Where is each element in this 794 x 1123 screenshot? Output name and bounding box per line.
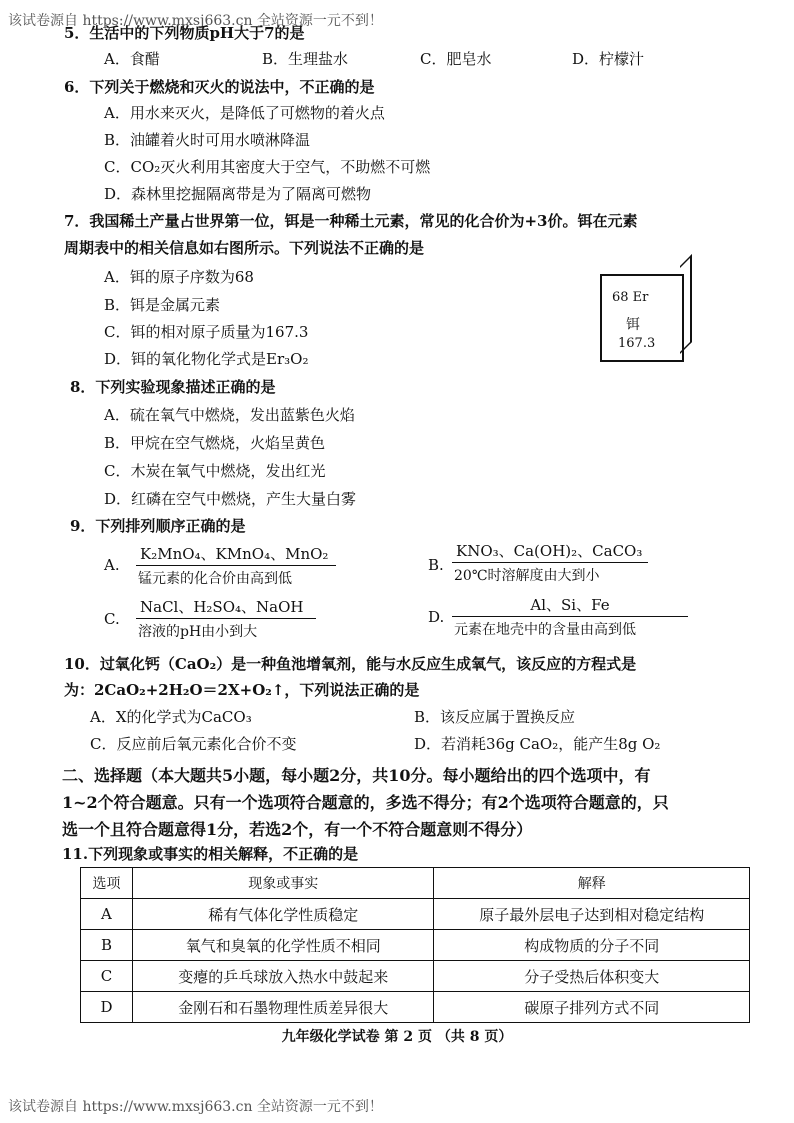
- row-a-option: A: [81, 899, 133, 930]
- q11-stem: 11.下列现象或事实的相关解释，不正确的是: [62, 845, 359, 863]
- q7-option-a: A．铒的原子序数为68: [104, 268, 254, 286]
- table-header-row: [81, 868, 750, 899]
- q9-b-formula: KNO₃、Ca(OH)₂、CaCO₃: [456, 542, 643, 560]
- q9-option-c: [136, 596, 316, 641]
- q5-stem: 5．生活中的下列物质pH大于7的是: [64, 24, 305, 42]
- q6-stem: 6．下列关于燃烧和灭火的说法中，不正确的是: [64, 78, 375, 96]
- row-d-phenomenon: 金刚石和石墨物理性质差异很大: [132, 992, 434, 1023]
- row-c-explanation: 分子受热后体积变大: [434, 961, 750, 992]
- q7-stem-line1: 7．我国稀土产量占世界第一位，铒是一种稀土元素，常见的化合价为+3价。铒在元素: [64, 212, 638, 230]
- table-row: [81, 961, 750, 992]
- q6-option-c: C．CO₂灭火利用其密度大于空气，不助燃不可燃: [104, 158, 431, 176]
- q5-option-c: C．肥皂水: [420, 50, 492, 68]
- fraction-bar: [452, 562, 648, 563]
- q9-stem: 9．下列排列顺序正确的是: [70, 517, 246, 535]
- q7-stem-line2: 周期表中的相关信息如右图所示。下列说法不正确的是: [64, 239, 425, 257]
- q5-option-a: A．食醋: [104, 50, 160, 68]
- q10-option-b: B．该反应属于置换反应: [414, 708, 576, 726]
- q10-stem-line1: 10．过氧化钙（CaO₂）是一种鱼池增氧剂，能与水反应生成氧气，该反应的方程式是: [64, 655, 637, 673]
- q9-option-d-label: D.: [428, 608, 445, 626]
- q9-option-a: [136, 543, 336, 588]
- q8-option-d: D．红磷在空气中燃烧，产生大量白雾: [104, 490, 357, 508]
- q10-option-a: A．X的化学式为CaCO₃: [90, 708, 252, 726]
- q10-stem-line2: 为：2CaO₂+2H₂O＝2X+O₂↑，下列说法正确的是: [64, 681, 420, 699]
- fraction-bar: [136, 565, 336, 566]
- q9-option-a-label: A.: [104, 556, 120, 574]
- row-b-option: B: [81, 930, 133, 961]
- q5-option-b: B．生理盐水: [262, 50, 349, 68]
- q9-option-b-label: B.: [428, 556, 444, 574]
- q10-option-c: C．反应前后氧元素化合价不变: [90, 735, 297, 753]
- row-c-option: C: [81, 961, 133, 992]
- element-number-symbol: 68 Er: [612, 290, 649, 305]
- q7-option-d: D．铒的氧化物化学式是Er₃O₂: [104, 350, 309, 368]
- element-name: 铒: [626, 317, 640, 333]
- fraction-bar: [136, 618, 316, 619]
- q9-b-order: 20℃时溶解度由大到小: [454, 568, 600, 584]
- row-d-option: D: [81, 992, 133, 1023]
- q6-option-a: A．用水来灭火，是降低了可燃物的着火点: [104, 104, 385, 122]
- q9-option-c-label: C.: [104, 610, 120, 628]
- q7-option-c: C．铒的相对原子质量为167.3: [104, 323, 309, 341]
- q7-option-b: B．铒是金属元素: [104, 296, 221, 314]
- row-a-phenomenon: 稀有气体化学性质稳定: [132, 899, 434, 930]
- row-d-explanation: 碳原子排列方式不同: [434, 992, 750, 1023]
- row-c-phenomenon: 变瘪的乒乓球放入热水中鼓起来: [132, 961, 434, 992]
- table-row: [81, 899, 750, 930]
- section2-line1: 二、选择题（本大题共5小题，每小题2分，共10分。每小题给出的四个选项中，有: [62, 766, 651, 785]
- table-row: [81, 930, 750, 961]
- q9-d-order: 元素在地壳中的含量由高到低: [454, 622, 636, 638]
- element-tile-depth: [680, 254, 692, 354]
- element-tile-erbium: [600, 274, 684, 362]
- section2-line3: 选一个且符合题意得1分，若选2个，有一个不符合题意则不得分）: [62, 820, 533, 839]
- q9-option-d: [452, 594, 688, 639]
- table-row: [81, 992, 750, 1023]
- fraction-bar: [452, 616, 688, 617]
- watermark-top: 该试卷源自 https://www.mxsj663.cn 全站资源一元不到！: [8, 13, 383, 29]
- header-option: 选项: [81, 868, 133, 899]
- q5-option-d: D．柠檬汁: [572, 50, 645, 68]
- q9-option-b: [452, 540, 648, 585]
- q9-d-formula: Al、Si、Fe: [530, 596, 610, 614]
- q10-option-d: D．若消耗36g CaO₂，能产生8g O₂: [414, 735, 661, 753]
- q9-a-order: 锰元素的化合价由高到低: [138, 571, 292, 587]
- q9-c-order: 溶液的pH由小到大: [138, 624, 258, 640]
- q6-option-b: B．油罐着火时可用水喷淋降温: [104, 131, 311, 149]
- page-footer: 九年级化学试卷 第 2 页 （共 8 页）: [281, 1029, 513, 1045]
- watermark-bottom: 该试卷源自 https://www.mxsj663.cn 全站资源一元不到！: [8, 1099, 383, 1115]
- q9-c-formula: NaCl、H₂SO₄、NaOH: [140, 598, 304, 616]
- row-a-explanation: 原子最外层电子达到相对稳定结构: [434, 899, 750, 930]
- element-mass: 167.3: [618, 336, 656, 351]
- header-phenomenon: 现象或事实: [132, 868, 434, 899]
- row-b-phenomenon: 氧气和臭氧的化学性质不相同: [132, 930, 434, 961]
- header-explanation: 解释: [434, 868, 750, 899]
- q9-a-formula: K₂MnO₄、KMnO₄、MnO₂: [140, 545, 329, 563]
- q8-option-b: B．甲烷在空气燃烧，火焰呈黄色: [104, 434, 326, 452]
- q6-option-d: D．森林里挖掘隔离带是为了隔离可燃物: [104, 185, 372, 203]
- row-b-explanation: 构成物质的分子不同: [434, 930, 750, 961]
- q8-option-c: C．木炭在氧气中燃烧，发出红光: [104, 462, 326, 480]
- q11-table: [80, 867, 750, 1023]
- q8-stem: 8．下列实验现象描述正确的是: [70, 378, 276, 396]
- q8-option-a: A．硫在氧气中燃烧，发出蓝紫色火焰: [104, 406, 355, 424]
- section2-line2: 1~2个符合题意。只有一个选项符合题意的，多选不得分；有2个选项符合题意的，只: [62, 793, 669, 812]
